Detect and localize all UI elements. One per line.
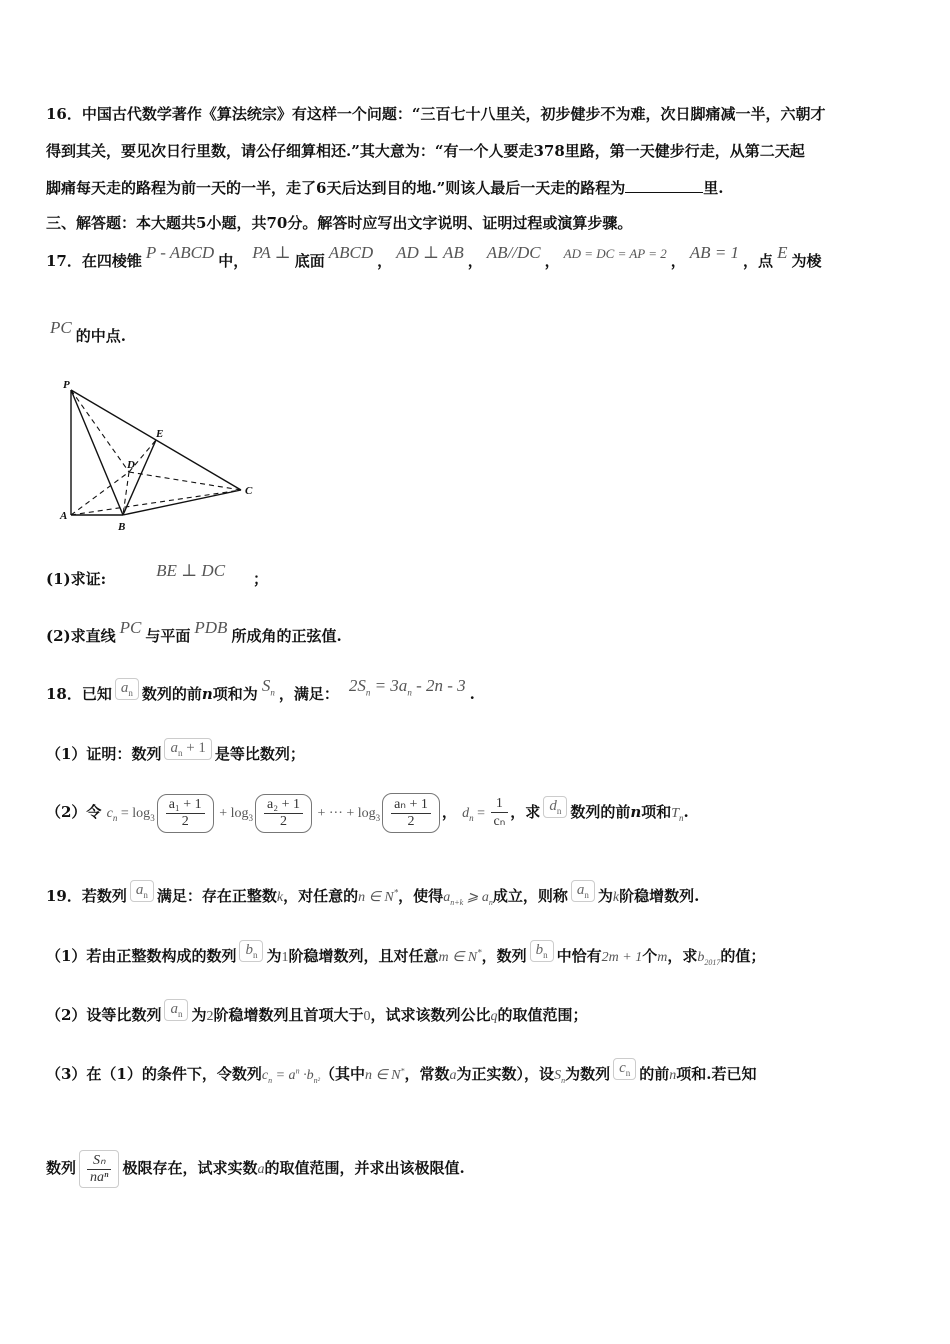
q19-p2-a: （2）设等比数列 bbox=[46, 1006, 162, 1024]
q17-t6: ， bbox=[544, 252, 560, 270]
q19-t4: ，使得 bbox=[398, 887, 444, 905]
q17-p2-text-c: 所成角的正弦值. bbox=[231, 627, 342, 645]
q19-p1-b: 为 bbox=[266, 947, 282, 965]
seq-bn-2: $b_n$ bbox=[530, 940, 554, 962]
math-sn: $S_n$ bbox=[261, 676, 275, 698]
math-k: k bbox=[276, 890, 284, 905]
q19-p3-g: 项和.若已知 bbox=[676, 1065, 757, 1083]
q19-p2-b: 为 bbox=[191, 1006, 207, 1024]
q18-n: n bbox=[201, 685, 213, 703]
q19-p4-a: 数列 bbox=[46, 1159, 77, 1177]
q17-t1: 17．在四棱锥 bbox=[46, 252, 142, 270]
edge-be bbox=[123, 440, 156, 515]
q19-p1-c: 阶稳增数列，且对任意 bbox=[288, 947, 439, 965]
frac-dn: $\frac{1}{\text{cₙ}}$ bbox=[491, 796, 509, 830]
edge-dc bbox=[129, 472, 241, 490]
q19-part-3-cont bbox=[46, 1150, 465, 1188]
q19-p2-d: ，试求该数列公比 bbox=[370, 1006, 491, 1024]
q17-t10: 的中点. bbox=[75, 327, 126, 345]
q18-part-1 bbox=[46, 740, 305, 766]
q18-t1: 18．已知 bbox=[46, 685, 112, 703]
math-pdb: PDB bbox=[194, 618, 228, 637]
q18-comma: ， bbox=[441, 803, 457, 821]
math-dn-def: $d_n$ = bbox=[462, 806, 489, 823]
math-abcd: ABCD bbox=[328, 243, 374, 262]
frac-group-3: $\frac{\text{aₙ + 1}}{2}$ bbox=[382, 793, 440, 833]
seq-an: $a_n$ bbox=[115, 678, 139, 700]
q18-p2-b: ，求 bbox=[510, 803, 541, 821]
label-c: C bbox=[245, 485, 253, 497]
math-cn-def-19: $c_n = a^n \cdot b_{n^2}$ bbox=[261, 1066, 320, 1085]
q19-part-2 bbox=[46, 1001, 588, 1027]
q16-line-1: 16．中国古代数学著作《算法统宗》有这样一个问题：“三百七十八里关，初步健步不为难，次日脚痛减一半，六朝才 bbox=[46, 105, 826, 123]
label-d: D bbox=[127, 459, 135, 471]
math-pc-2: PC bbox=[119, 618, 142, 637]
q18-p1-text: （1）证明：数列 bbox=[46, 745, 162, 763]
label-b: B bbox=[118, 521, 126, 533]
q19-t3: ，对任意的 bbox=[283, 887, 359, 905]
math-cn-def: $c_n = \log_3$ bbox=[106, 806, 155, 823]
q18-p2-end: . bbox=[683, 803, 689, 821]
math-n-in-n-2: n ∈ N* bbox=[364, 1066, 405, 1083]
q18-t3: 项和为 bbox=[212, 685, 258, 703]
q19-p3-f: 的前 bbox=[639, 1065, 670, 1083]
label-a: A bbox=[60, 510, 68, 522]
q19-line-1 bbox=[46, 882, 700, 908]
q19-p1-a: （1）若由正整数构成的数列 bbox=[46, 947, 237, 965]
q18-p2-text: （2）令 bbox=[46, 803, 102, 821]
q17-p2-text: (2)求直线 bbox=[46, 627, 116, 645]
math-2: 2 bbox=[206, 1009, 214, 1024]
math-lengths: AD = DC = AP = 2 bbox=[563, 246, 667, 261]
q19-p3-d: 为正实数），设 bbox=[456, 1065, 555, 1083]
q19-t1: 19．若数列 bbox=[46, 887, 127, 905]
q17-p2-text-b: 与平面 bbox=[145, 627, 191, 645]
q16-unit: 里. bbox=[703, 179, 724, 197]
math-0: 0 bbox=[363, 1009, 371, 1024]
q17-t7: ， bbox=[670, 252, 686, 270]
q19-p3-c: ，常数 bbox=[404, 1065, 450, 1083]
q19-p4-b: 极限存在，试求实数 bbox=[122, 1159, 258, 1177]
math-n: n bbox=[669, 1068, 677, 1083]
math-k-2: k bbox=[612, 890, 620, 905]
math-sn-19: $S_n$ bbox=[554, 1068, 566, 1085]
q18-line-1 bbox=[46, 676, 475, 706]
math-ad-perp-ab: AD ⊥ AB bbox=[396, 243, 464, 262]
q19-p3-e: 为数列 bbox=[565, 1065, 611, 1083]
label-e: E bbox=[156, 428, 164, 440]
q17-t4: ， bbox=[377, 252, 393, 270]
q18-p1-end: 是等比数列； bbox=[214, 745, 305, 763]
math-b2017: $b_{2017}$ bbox=[697, 950, 721, 967]
q19-t5: 成立，则称 bbox=[492, 887, 568, 905]
q16-line-3 bbox=[46, 177, 724, 198]
q19-p1-f: 个 bbox=[642, 947, 658, 965]
pyramid-figure bbox=[55, 375, 275, 535]
math-m: m bbox=[657, 950, 668, 965]
math-q18-eq: $2S_n = 3a_n - 2n - 3$ bbox=[348, 676, 466, 698]
q19-p2-e: 的取值范围； bbox=[497, 1006, 588, 1024]
q18-t2: 数列的前 bbox=[141, 685, 202, 703]
q17-line-2 bbox=[46, 318, 126, 346]
q18-part-2 bbox=[46, 793, 689, 833]
q17-p1-text: (1)求证: bbox=[46, 570, 107, 588]
seq-an-19: $a_n$ bbox=[130, 880, 154, 902]
q17-t3: 底面 bbox=[294, 252, 325, 270]
label-p: P bbox=[63, 379, 70, 391]
log-plus-1: + $\log_3$ bbox=[215, 806, 253, 823]
math-pc: PC bbox=[50, 318, 72, 337]
frac-group-1: $\frac{\text{a₁ + 1}}{2}$ bbox=[157, 794, 214, 833]
math-pa-perp: PA ⊥ bbox=[252, 243, 291, 262]
q16-line-2: 得到其关，要见次日行里数，请公仔细算相还.”其大意为：“有一个人要走378里路，第一天健步行走，从第二天起 bbox=[46, 142, 805, 160]
seq-an-19b: $a_n$ bbox=[571, 880, 595, 902]
q17-p1-end: ； bbox=[253, 570, 269, 588]
math-point-e: E bbox=[777, 243, 788, 262]
q19-part-1 bbox=[46, 942, 766, 968]
q18-p2-n: n bbox=[630, 803, 642, 821]
seq-bn: $b_n$ bbox=[239, 940, 263, 962]
edge-bc bbox=[123, 490, 241, 515]
frac-group-2: $\frac{\text{a₂ + 1}}{2}$ bbox=[255, 794, 312, 833]
q19-p4-c: 的取值范围，并求出该极限值. bbox=[264, 1159, 465, 1177]
q19-t2: 满足：存在正整数 bbox=[156, 887, 277, 905]
q19-p1-g: ，求 bbox=[667, 947, 698, 965]
math-n-in-n: n ∈ N* bbox=[358, 887, 399, 905]
q18-p2-c: 数列的前 bbox=[570, 803, 631, 821]
edge-ac bbox=[71, 490, 241, 515]
math-ank-ge-an: $a_{n+k}$ ⩾ $a_n$ bbox=[443, 890, 493, 907]
q19-t6: 为 bbox=[597, 887, 613, 905]
q17-t9: 为棱 bbox=[791, 252, 822, 270]
q18-t4: ，满足： bbox=[278, 685, 339, 703]
q18-p2-d: 项和 bbox=[641, 803, 672, 821]
q17-t2: 中， bbox=[218, 252, 249, 270]
math-ab-length: AB = 1 bbox=[689, 243, 740, 262]
seq-an-plus-1: $a_n + 1$ bbox=[164, 738, 211, 760]
math-a-2: a bbox=[257, 1162, 265, 1177]
q17-t8: ，点 bbox=[743, 252, 774, 270]
q18-t5: . bbox=[469, 685, 475, 703]
q17-part-2 bbox=[46, 618, 342, 646]
math-m-in-n: m ∈ N* bbox=[438, 947, 482, 965]
section-heading: 三、解答题：本大题共5小题，共70分。解答时应写出文字说明、证明过程或演算步骤。 bbox=[46, 214, 633, 232]
log-plus-2: + ··· + $\log_3$ bbox=[313, 806, 381, 823]
q17-line-1 bbox=[46, 243, 822, 271]
q19-p1-d: ，数列 bbox=[481, 947, 527, 965]
q19-part-3 bbox=[46, 1060, 757, 1086]
seq-an-geo: $a_n$ bbox=[164, 999, 188, 1021]
math-be-perp-dc: BE ⊥ DC bbox=[156, 561, 226, 580]
q19-p3-b: （其中 bbox=[319, 1065, 365, 1083]
answer-blank[interactable] bbox=[625, 178, 703, 193]
math-ab-parallel-dc: AB//DC bbox=[486, 243, 541, 262]
math-pyramid: P - ABCD bbox=[145, 243, 215, 262]
math-a: a bbox=[449, 1068, 457, 1083]
q16-text: 脚痛每天走的路程为前一天的一半，走了6天后达到目的地.”则该人最后一天走的路程为 bbox=[46, 179, 626, 197]
seq-cn: $c_n$ bbox=[613, 1058, 636, 1080]
math-2m-plus-1: 2m + 1 bbox=[601, 950, 643, 965]
q19-t7: 阶稳增数列. bbox=[619, 887, 700, 905]
q17-part-1 bbox=[46, 561, 269, 589]
q19-p3-a: （3）在（1）的条件下，令数列 bbox=[46, 1065, 262, 1083]
seq-sn-over-nan: $\frac{\text{Sₙ}}{\text{naⁿ}}$ bbox=[79, 1150, 119, 1188]
seq-dn: $d_n$ bbox=[543, 796, 567, 818]
q19-p1-e: 中恰有 bbox=[556, 947, 602, 965]
q19-p1-h: 的值； bbox=[720, 947, 766, 965]
math-1: 1 bbox=[281, 950, 289, 965]
q19-p2-c: 阶稳增数列且首项大于 bbox=[213, 1006, 364, 1024]
q17-t5: ， bbox=[467, 252, 483, 270]
math-q: q bbox=[490, 1009, 498, 1024]
math-tn: $T_n$ bbox=[671, 806, 684, 823]
